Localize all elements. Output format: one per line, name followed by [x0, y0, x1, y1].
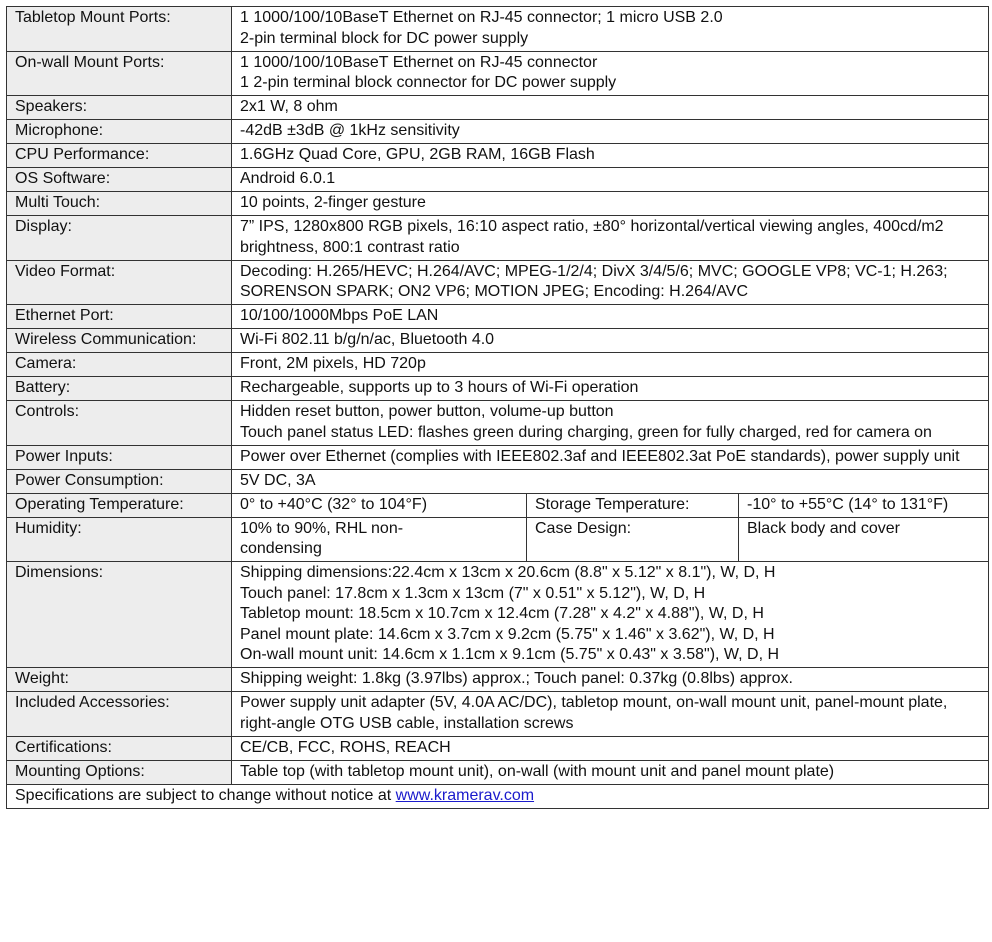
- spec-row-os: [7, 168, 989, 192]
- spec-label: Controls:: [7, 401, 232, 446]
- spec-row-battery: [7, 377, 989, 401]
- spec-label: Display:: [7, 216, 232, 261]
- spec-value-line: 1 2-pin terminal block connector for DC power supply: [240, 74, 617, 91]
- spec-value-line: Tabletop mount: 18.5cm x 10.7cm x 12.4cm (7.28" x 4.2" x 4.88"), W, D, H: [240, 605, 764, 622]
- spec-label: Dimensions:: [7, 562, 232, 668]
- spec-row-power-consumption: [7, 469, 989, 493]
- spec-value: Table top (with tabletop mount unit), on-wall (with mount unit and panel mount plate): [232, 760, 989, 784]
- spec-value: -42dB ±3dB @ 1kHz sensitivity: [232, 120, 989, 144]
- spec-label: Included Accessories:: [7, 692, 232, 737]
- spec-value: Power supply unit adapter (5V, 4.0A AC/DC), tabletop mount, on-wall mount unit, panel-mount plate, right-angle OTG USB cable, installation screws: [232, 692, 989, 737]
- spec-row-onwall-ports: [7, 51, 989, 96]
- spec-value: 7” IPS, 1280x800 RGB pixels, 16:10 aspect ratio, ±80° horizontal/vertical viewing angles, 400cd/m2 brightness, 800:1 contrast ratio: [232, 216, 989, 261]
- spec-value-line: 2-pin terminal block for DC power supply: [240, 29, 529, 47]
- spec-row-camera: [7, 353, 989, 377]
- spec-label: OS Software:: [7, 168, 232, 192]
- spec-value: Power over Ethernet (complies with IEEE802.3af and IEEE802.3at PoE standards), power supply unit: [232, 445, 989, 469]
- spec-value-line: On-wall mount unit: 14.6cm x 1.1cm x 9.1cm (5.75" x 0.43" x 3.58"), W, D, H: [240, 646, 780, 663]
- spec-value-line: 1 1000/100/10BaseT Ethernet on RJ-45 connector: [240, 53, 598, 71]
- spec-label: Camera:: [7, 353, 232, 377]
- spec-value: [232, 401, 989, 446]
- spec-label: Wireless Communication:: [7, 329, 232, 353]
- spec-row-power-inputs: [7, 445, 989, 469]
- spec-row-video-format: [7, 260, 989, 305]
- spec-value: [232, 7, 989, 52]
- spec-row-mounting: [7, 760, 989, 784]
- spec-value-line: Touch panel status LED: flashes green during charging, green for fully charged, red for camera on: [240, 423, 932, 441]
- spec-value: Android 6.0.1: [232, 168, 989, 192]
- spec-row-speakers: [7, 96, 989, 120]
- spec-label: Microphone:: [7, 120, 232, 144]
- spec-value: 10 points, 2-finger gesture: [232, 192, 989, 216]
- spec-value-line: Panel mount plate: 14.6cm x 3.7cm x 9.2cm (5.75" x 1.46" x 3.62"), W, D, H: [240, 625, 775, 643]
- spec-value: CE/CB, FCC, ROHS, REACH: [232, 736, 989, 760]
- spec-value: [232, 51, 989, 96]
- spec-row-certifications: [7, 736, 989, 760]
- spec-value: Front, 2M pixels, HD 720p: [232, 353, 989, 377]
- spec-row-display: [7, 216, 989, 261]
- spec-label: Case Design:: [527, 517, 739, 562]
- spec-row-temperature: [7, 493, 989, 517]
- spec-row-humidity-case: [7, 517, 989, 562]
- spec-value: Rechargeable, supports up to 3 hours of Wi-Fi operation: [232, 377, 989, 401]
- spec-label: Storage Temperature:: [527, 493, 739, 517]
- spec-row-controls: [7, 401, 989, 446]
- spec-footer-row: [7, 784, 989, 808]
- spec-label: Power Inputs:: [7, 445, 232, 469]
- spec-label: Battery:: [7, 377, 232, 401]
- spec-label: Speakers:: [7, 96, 232, 120]
- spec-value: 10% to 90%, RHL non-condensing: [232, 517, 527, 562]
- spec-value: -10° to +55°C (14° to 131°F): [739, 493, 989, 517]
- spec-value-line: Shipping dimensions:22.4cm x 13cm x 20.6cm (8.8" x 5.12" x 8.1"), W, D, H: [240, 564, 776, 581]
- spec-value: 5V DC, 3A: [232, 469, 989, 493]
- spec-label: Video Format:: [7, 260, 232, 305]
- specifications-table: [6, 6, 989, 809]
- spec-value: Decoding: H.265/HEVC; H.264/AVC; MPEG-1/2/4; DivX 3/4/5/6; MVC; GOOGLE VP8; VC-1; H.263; SORENSON SPARK; ON2 VP6; MOTION JPEG; Encoding: H.264/AVC: [232, 260, 989, 305]
- spec-label: Certifications:: [7, 736, 232, 760]
- spec-value-line: 1 1000/100/10BaseT Ethernet on RJ-45 connector; 1 micro USB 2.0: [240, 9, 723, 26]
- kramer-website-link[interactable]: www.kramerav.com: [395, 786, 535, 804]
- spec-value: 2x1 W, 8 ohm: [232, 96, 989, 120]
- spec-label: CPU Performance:: [7, 144, 232, 168]
- spec-label: Multi Touch:: [7, 192, 232, 216]
- spec-row-weight: [7, 668, 989, 692]
- spec-label: Humidity:: [7, 517, 232, 562]
- spec-value: 1.6GHz Quad Core, GPU, 2GB RAM, 16GB Flash: [232, 144, 989, 168]
- spec-value: Black body and cover: [739, 517, 989, 562]
- spec-row-cpu: [7, 144, 989, 168]
- spec-label: Operating Temperature:: [7, 493, 232, 517]
- spec-row-dimensions: [7, 562, 989, 668]
- spec-row-wireless: [7, 329, 989, 353]
- spec-row-microphone: [7, 120, 989, 144]
- spec-value: Shipping weight: 1.8kg (3.97lbs) approx.; Touch panel: 0.37kg (0.8lbs) approx.: [232, 668, 989, 692]
- spec-label: Power Consumption:: [7, 469, 232, 493]
- spec-value: Wi-Fi 802.11 b/g/n/ac, Bluetooth 4.0: [232, 329, 989, 353]
- spec-value: [232, 562, 989, 668]
- spec-label: Mounting Options:: [7, 760, 232, 784]
- spec-label: Weight:: [7, 668, 232, 692]
- spec-value-line: Touch panel: 17.8cm x 1.3cm x 13cm (7" x 0.51" x 5.12"), W, D, H: [240, 584, 706, 602]
- spec-row-multitouch: [7, 192, 989, 216]
- spec-value: 0° to +40°C (32° to 104°F): [232, 493, 527, 517]
- spec-value-line: Hidden reset button, power button, volume-up button: [240, 403, 614, 420]
- spec-label: Ethernet Port:: [7, 305, 232, 329]
- spec-row-accessories: [7, 692, 989, 737]
- spec-label: Tabletop Mount Ports:: [7, 7, 232, 52]
- spec-row-tabletop-ports: [7, 7, 989, 52]
- spec-value: 10/100/1000Mbps PoE LAN: [232, 305, 989, 329]
- footer-text: Specifications are subject to change without notice at: [15, 786, 396, 804]
- spec-label: On-wall Mount Ports:: [7, 51, 232, 96]
- spec-row-ethernet: [7, 305, 989, 329]
- footer-note: [7, 784, 989, 808]
